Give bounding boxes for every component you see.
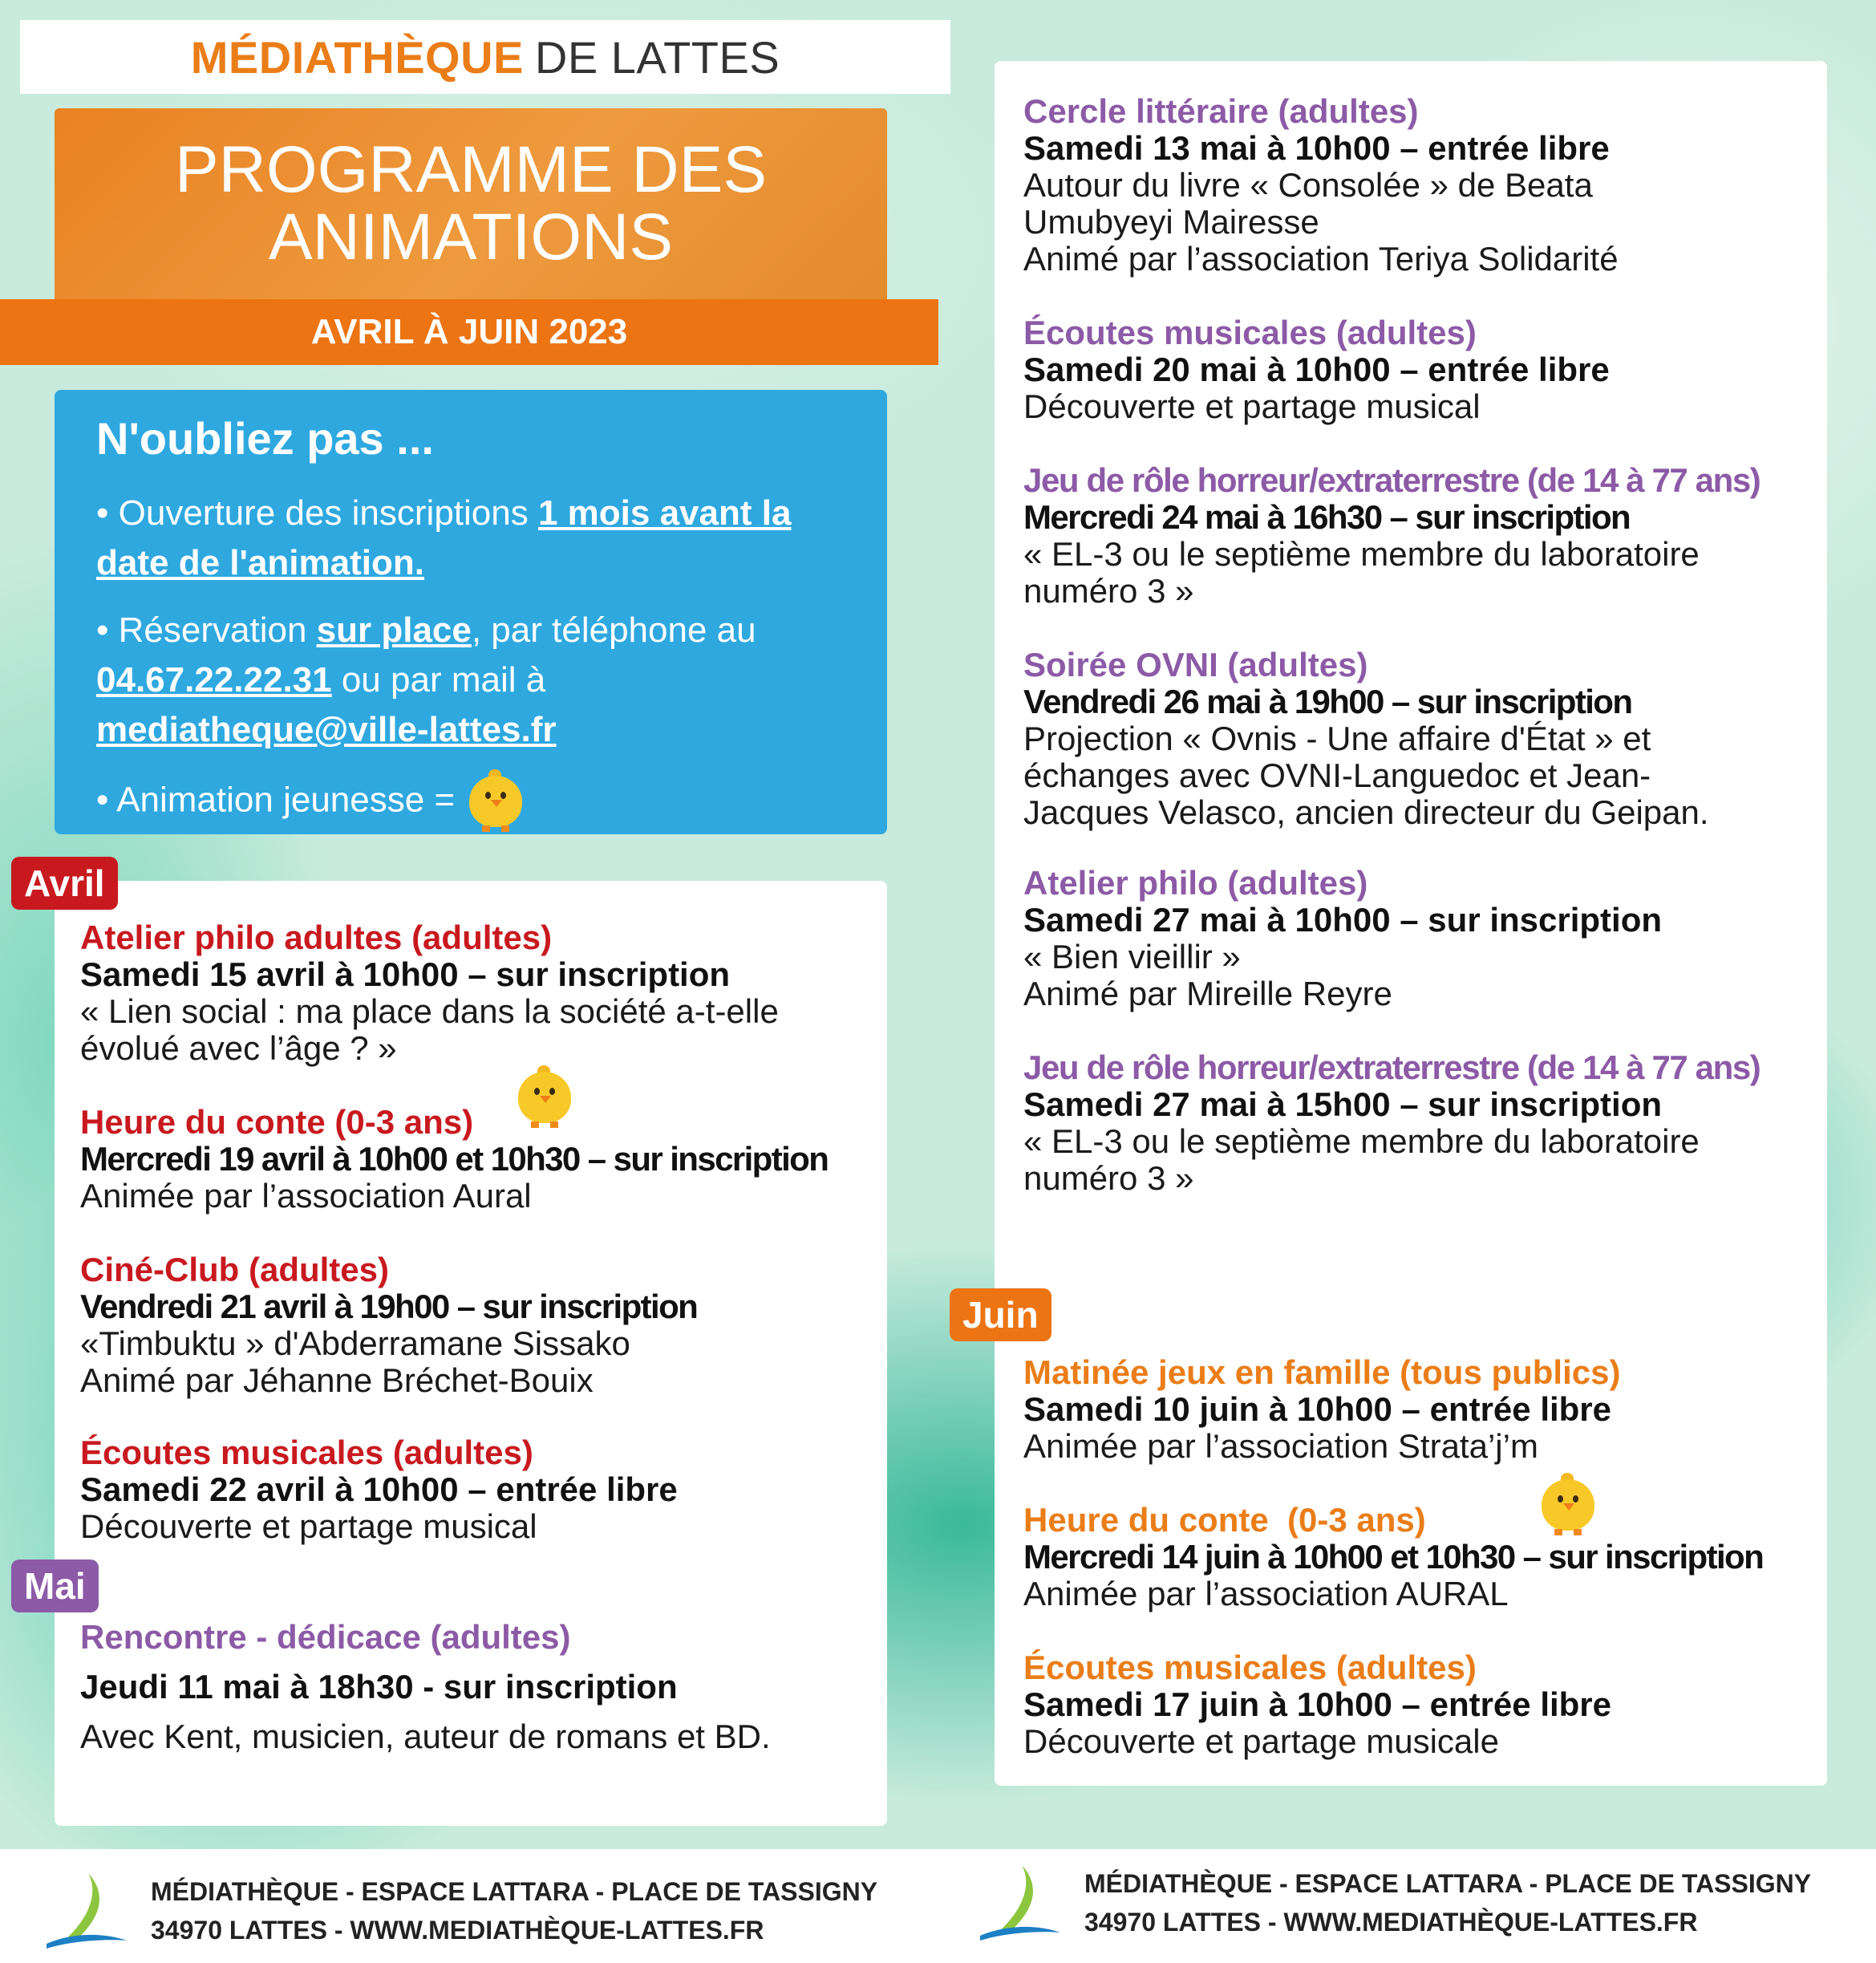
event-mai-7 [1023, 1049, 1833, 1197]
event-title-text: Heure du conte (0-3 ans) [80, 1103, 474, 1141]
event-title: Écoutes musicales (adultes) [1023, 314, 1477, 351]
event-line: « EL-3 ou le septième membre du laboratoire [1023, 535, 1700, 573]
event-line: Autour du livre « Consolée » de Beata [1023, 166, 1593, 204]
event-line: échanges avec OVNI-Languedoc et Jean- [1023, 756, 1651, 794]
event-date: Samedi 27 mai à 10h00 – sur inscription [1023, 901, 1663, 939]
event-avril-3 [80, 1251, 890, 1399]
event-date: Mercredi 19 avril à 10h00 et 10h30 – sur inscription [80, 1140, 829, 1178]
event-mai-1 [80, 1619, 890, 1755]
event-line: Découverte et partage musical [1023, 387, 1481, 425]
event-line: Avec Kent, musicien, auteur de romans et BD. [80, 1718, 771, 1755]
event-line: « Bien vieillir » [1023, 938, 1241, 975]
event-date: Mercredi 14 juin à 10h00 et 10h30 – sur inscription [1023, 1538, 1764, 1576]
event-avril-4 [80, 1434, 890, 1545]
event-date: Samedi 22 avril à 10h00 – entrée libre [80, 1470, 678, 1508]
reminder-youth [96, 769, 845, 835]
event-date: Jeudi 11 mai à 18h30 - sur inscription [80, 1668, 678, 1705]
footer [0, 1849, 1876, 1963]
event-title: Soirée OVNI (adultes) [1023, 646, 1368, 683]
event-date: Samedi 17 juin à 10h00 – entrée libre [1023, 1685, 1612, 1723]
booking-text-mid2: ou par mail à [331, 660, 546, 700]
date-range-bar [0, 299, 938, 365]
reminder-registration [96, 489, 845, 588]
event-mai-5 [1023, 647, 1833, 831]
footer-address: MÉDIATHÈQUE - ESPACE LATTARA - PLACE DE TASSIGNY [1084, 1869, 1812, 1898]
month-tag-avril [11, 857, 118, 910]
registration-deadline: 1 mois avant la date de l'animation. [96, 493, 792, 582]
event-line: Projection « Ovnis - Une affaire d'État » et [1023, 720, 1651, 757]
event-juin-3 [1023, 1649, 1833, 1760]
program-title-line2: ANIMATIONS [268, 201, 674, 274]
booking-text-mid: , par téléphone au [471, 610, 756, 650]
event-line: Animée par l’association AURAL [1023, 1575, 1509, 1612]
reminder-booking [96, 606, 845, 755]
event-mai-6 [1023, 865, 1833, 1012]
brand-name: MÉDIATHÈQUE [190, 31, 524, 83]
event-date: Samedi 20 mai à 10h00 – entrée libre [1023, 351, 1610, 388]
month-tag-avril-label: Avril [24, 862, 105, 904]
event-mai-3 [1023, 314, 1833, 425]
footer-website[interactable]: 34970 LATTES - WWW.MEDIATHÈQUE-LATTES.FR [1084, 1908, 1698, 1937]
youth-legend-text: • Animation jeunesse = [96, 780, 465, 820]
footer-block-left [40, 1867, 877, 1955]
brand-location: DE LATTES [534, 31, 780, 83]
reminder-registration-text: • Ouverture des inscriptions [96, 493, 538, 533]
event-date: Samedi 15 avril à 10h00 – sur inscription [80, 955, 731, 993]
event-mai-4 [1023, 462, 1833, 610]
event-line: Animée par l’association Aural [80, 1177, 532, 1215]
event-avril-1 [80, 919, 890, 1067]
event-title: Jeu de rôle horreur/extraterrestre (de 14 à 77 ans) [1023, 1048, 1761, 1086]
event-line: «Timbuktu » d'Abderramane Sissako [80, 1324, 630, 1362]
event-title: Matinée jeux en famille (tous publics) [1023, 1353, 1621, 1391]
event-mai-2 [1023, 93, 1833, 278]
footer-website[interactable]: 34970 LATTES - WWW.MEDIATHÈQUE-LATTES.FR [151, 1916, 764, 1945]
on-site-link[interactable]: sur place [316, 610, 472, 650]
event-date: Samedi 13 mai à 10h00 – entrée libre [1023, 129, 1610, 167]
event-line: « EL-3 ou le septième membre du laboratoire [1023, 1122, 1700, 1160]
footer-address: MÉDIATHÈQUE - ESPACE LATTARA - PLACE DE TASSIGNY [151, 1877, 878, 1906]
event-line: évolué avec l’âge ? » [80, 1029, 397, 1067]
header-banner [20, 20, 950, 94]
event-title [80, 1104, 890, 1141]
event-line: Animé par l’association Teriya Solidarité [1023, 240, 1619, 278]
booking-text-start: • Réservation [96, 610, 317, 650]
program-title-line1: PROGRAMME DES [174, 133, 768, 206]
event-title: Écoutes musicales (adultes) [80, 1434, 533, 1471]
event-line: numéro 3 » [1023, 1159, 1194, 1197]
month-tag-juin [950, 1288, 1051, 1341]
month-tag-mai-label: Mai [24, 1565, 86, 1607]
event-title: Cercle littéraire (adultes) [1023, 92, 1419, 130]
event-title: Heure du conte (0-3 ans) [1023, 1501, 1426, 1539]
reminder-title: N'oubliez pas ... [96, 413, 434, 464]
program-title-box [55, 108, 887, 299]
chick-icon [464, 769, 527, 835]
event-title: Atelier philo adultes (adultes) [80, 919, 553, 956]
event-line: Animé par Mireille Reyre [1023, 975, 1392, 1012]
event-line: Umubyeyi Mairesse [1023, 203, 1319, 241]
event-title: Ciné-Club (adultes) [80, 1251, 389, 1288]
event-line: Jacques Velasco, ancien directeur du Geipan. [1023, 793, 1709, 831]
reminder-box [55, 390, 887, 834]
email-link[interactable]: mediatheque@ville-lattes.fr [96, 710, 557, 749]
event-title: Atelier philo (adultes) [1023, 864, 1368, 902]
event-line: « Lien social : ma place dans la société a-t-elle [80, 992, 779, 1030]
chick-icon [513, 1065, 576, 1131]
phone-link[interactable]: 04.67.22.22.31 [96, 660, 332, 700]
month-tag-juin-label: Juin [962, 1294, 1039, 1336]
event-date: Samedi 10 juin à 10h00 – entrée libre [1023, 1390, 1612, 1428]
event-title: Rencontre - dédicace (adultes) [80, 1618, 571, 1656]
event-line: numéro 3 » [1023, 572, 1194, 610]
event-juin-1 [1023, 1354, 1833, 1465]
event-line: Découverte et partage musicale [1023, 1722, 1499, 1760]
event-avril-2 [80, 1104, 890, 1215]
event-title: Jeu de rôle horreur/extraterrestre (de 14 à 77 ans) [1023, 461, 1761, 499]
event-line: Animé par Jéhanne Bréchet-Bouix [80, 1361, 594, 1399]
date-range: AVRIL À JUIN 2023 [310, 312, 628, 351]
event-date: Mercredi 24 mai à 16h30 – sur inscription [1023, 498, 1631, 536]
lattes-logo-icon [40, 1867, 128, 1955]
chick-icon [1537, 1473, 1599, 1539]
event-line: Découverte et partage musical [80, 1507, 537, 1545]
event-juin-2 [1023, 1502, 1833, 1612]
event-date: Vendredi 21 avril à 19h00 – sur inscription [80, 1288, 698, 1325]
event-line: Animée par l’association Strata’j’m [1023, 1427, 1538, 1465]
event-title: Écoutes musicales (adultes) [1023, 1649, 1477, 1686]
lattes-logo-icon [974, 1859, 1062, 1947]
event-date: Vendredi 26 mai à 19h00 – sur inscription [1023, 683, 1632, 720]
month-tag-mai [11, 1559, 99, 1612]
event-date: Samedi 27 mai à 15h00 – sur inscription [1023, 1085, 1663, 1123]
footer-block-right [974, 1859, 1811, 1947]
